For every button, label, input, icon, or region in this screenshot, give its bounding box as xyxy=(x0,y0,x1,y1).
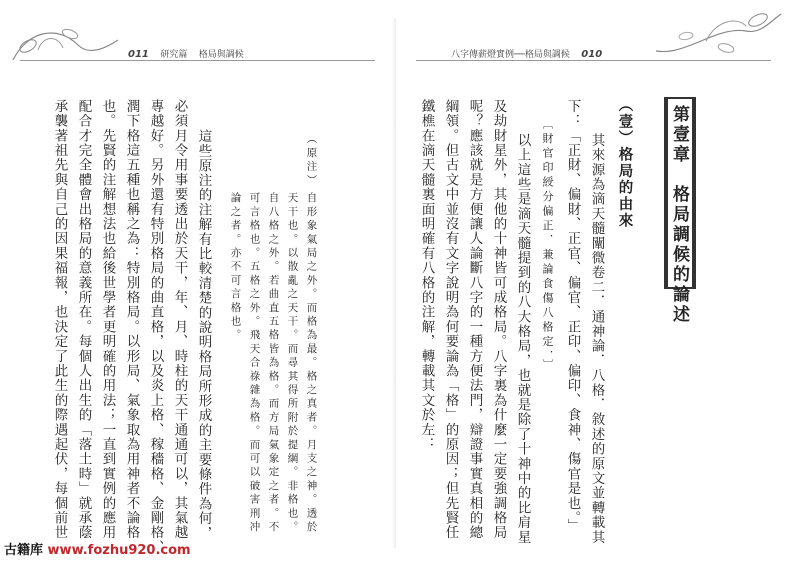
left-body-line-7: 承襲著祖先與自己的因果福報，也決定了此生的際遇起伏，每個前世 xyxy=(51,99,68,540)
note-line-1: 自形象氣局之外。而格為最。格之真者。月支之神。透於 xyxy=(305,192,318,535)
watermark-url: www.fozhu920.com xyxy=(47,543,191,558)
left-page-number: 011 xyxy=(128,49,149,60)
left-body-line-1: 這些原注的注解有比較清楚的說明格局所形成的主要條件為何， xyxy=(195,129,212,541)
right-page-header xyxy=(451,47,602,60)
right-body-line-7: 綱領。但古文中並沒有文字說明為何要論為「格」的原因；但先賢任 xyxy=(442,99,459,540)
chapter-title: 第壹章 格局調候的論述 xyxy=(669,105,689,325)
right-body-line-8: 鐵樵在滴天髓裏面明確有八格的注解，轉載其文於左： xyxy=(418,99,435,452)
left-page-header xyxy=(128,47,244,60)
section-title: （壹）格局的由來 xyxy=(616,97,634,229)
note-line-4: 可言格也。五格之外。飛天合祿雜為格。而可以破害刑冲 xyxy=(248,192,261,535)
left-body-line-3: 專越好。另外還有特別格局的曲直格，以及炎上格、稼穡格、金剛格、 xyxy=(147,99,164,555)
right-body-line-6: 呢？應該就是方便讓人論斷八字的一種方便法門，辯證事實真相的總 xyxy=(466,99,483,540)
site-watermark xyxy=(4,539,191,558)
left-floral-ornament-icon xyxy=(8,20,128,70)
chapter-title-box xyxy=(664,97,696,325)
right-floral-ornament-icon xyxy=(646,6,786,66)
note-label: （原注） xyxy=(305,133,318,188)
right-body-line-1: 其來源為滴天髓闡微卷二．通神論．八格．敘述的原文並轉載其 xyxy=(588,133,605,545)
left-header-rule xyxy=(20,60,375,61)
left-header-title: 格局與調候 xyxy=(198,50,244,60)
left-header-section: 研究篇 xyxy=(160,50,188,60)
note-line-5: 論之者。亦不可言格也。 xyxy=(229,192,242,343)
left-body-line-4: 潤下格這五種也稱之為：特別格局。以形局、氣象取為用神者不論格 xyxy=(123,99,140,540)
right-body-line-5: 及劫財星外，其他的十神皆可成格局。八字裏為什麼一定要強調格局 xyxy=(490,99,507,540)
note-line-3: 自八格之外。若曲直五格皆為格。而方局氣象定之者。不 xyxy=(267,192,280,535)
watermark-site-name: 古籍库 xyxy=(4,543,44,558)
right-body-line-2: 下：「正財、偏財、正官、偏官、正印、偏印、食神、傷官是也。」 xyxy=(564,99,581,534)
left-body-line-6: 配合才完全體會出格局的意義所在。每個人出生的「落土時」就承蔭 xyxy=(75,99,92,540)
right-body-line-3: 〔財官印綬分偏正．兼論食傷八格定．〕 xyxy=(541,118,554,374)
left-page xyxy=(0,0,396,562)
right-header-title: 八字傳薪燈實例──格局與調候 xyxy=(451,50,570,60)
left-body-line-2: 必須月令用事要透出於天干，年、月、時柱的天干通通可以，其氣越 xyxy=(171,99,188,540)
right-body-line-4: 以上這些是滴天髓提到的八大格局，也就是除了十神中的比肩星 xyxy=(514,133,531,545)
left-body-line-5: 也。先賢的注解想法也給後世學者更明確的用法；一直到實例的應用 xyxy=(99,99,116,540)
note-line-2: 天干也。以散亂之天干。而尋其得所附於提綱。非格也。 xyxy=(286,192,299,535)
right-page-number: 010 xyxy=(581,49,603,60)
